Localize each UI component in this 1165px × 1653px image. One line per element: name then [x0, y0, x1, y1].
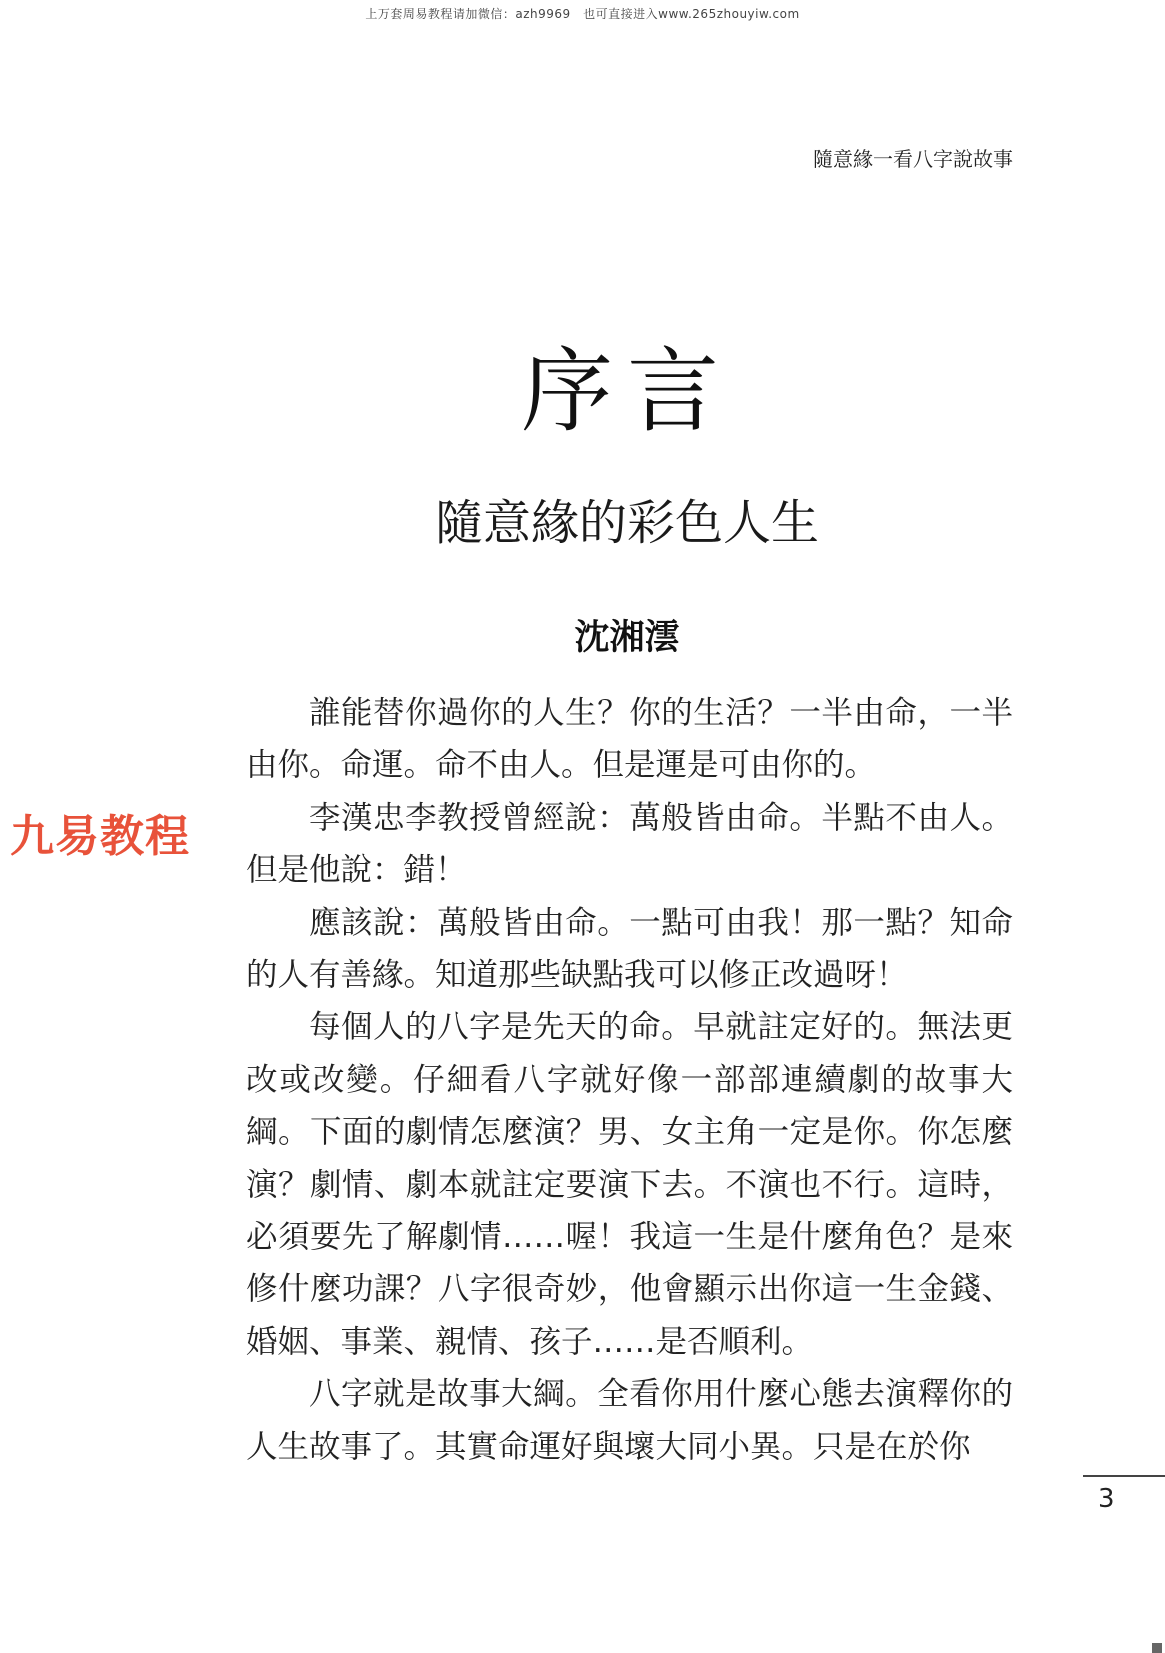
corner-mark	[1152, 1643, 1162, 1653]
paragraph: 應該說：萬般皆由命。一點可由我！那一點？知命的人有善緣。知道那些缺點我可以修正改過呀！	[246, 904, 1013, 994]
chapter-subtitle: 隨意緣的彩色人生	[434, 495, 819, 551]
top-watermark: 上万套周易教程请加微信：azh9969 也可直接进入www.265zhouyiw.com	[365, 7, 800, 21]
paragraph: 李漢忠李教授曾經說：萬般皆由命。半點不由人。但是他說：錯！	[246, 799, 1013, 889]
paragraph: 誰能替你過你的人生？你的生活？一半由命，一半由你。命運。命不由人。但是運是可由你的。	[246, 695, 1013, 784]
author-name: 沈湘澐	[574, 618, 680, 658]
running-header: 隨意緣一看八字說故事	[813, 147, 1013, 171]
side-logo-watermark: 九易教程	[10, 811, 190, 862]
body-text	[246, 687, 1013, 1473]
page-number: 3	[1098, 1484, 1115, 1514]
paragraph: 每個人的八字是先天的命。早就註定好的。無法更改或改變。仔細看八字就好像一部部連續劇的故事大綱。下面的劇情怎麼演？男、女主角一定是你。你怎麼演？劇情、劇本就註定要演下去。不演也不行。這時，必須要先了解劇情……喔！我這一生是什麼角色？是來修什麼功課？八字很奇妙，他會顯示出你這一生金錢、婚姻、事業、親情、孩子……是否順利。	[246, 1009, 1013, 1360]
chapter-title: 序言	[520, 338, 733, 445]
page-number-rule	[1083, 1475, 1165, 1477]
paragraph: 八字就是故事大綱。全看你用什麼心態去演釋你的人生故事了。其實命運好與壞大同小異。只是在於你	[246, 1376, 1013, 1465]
